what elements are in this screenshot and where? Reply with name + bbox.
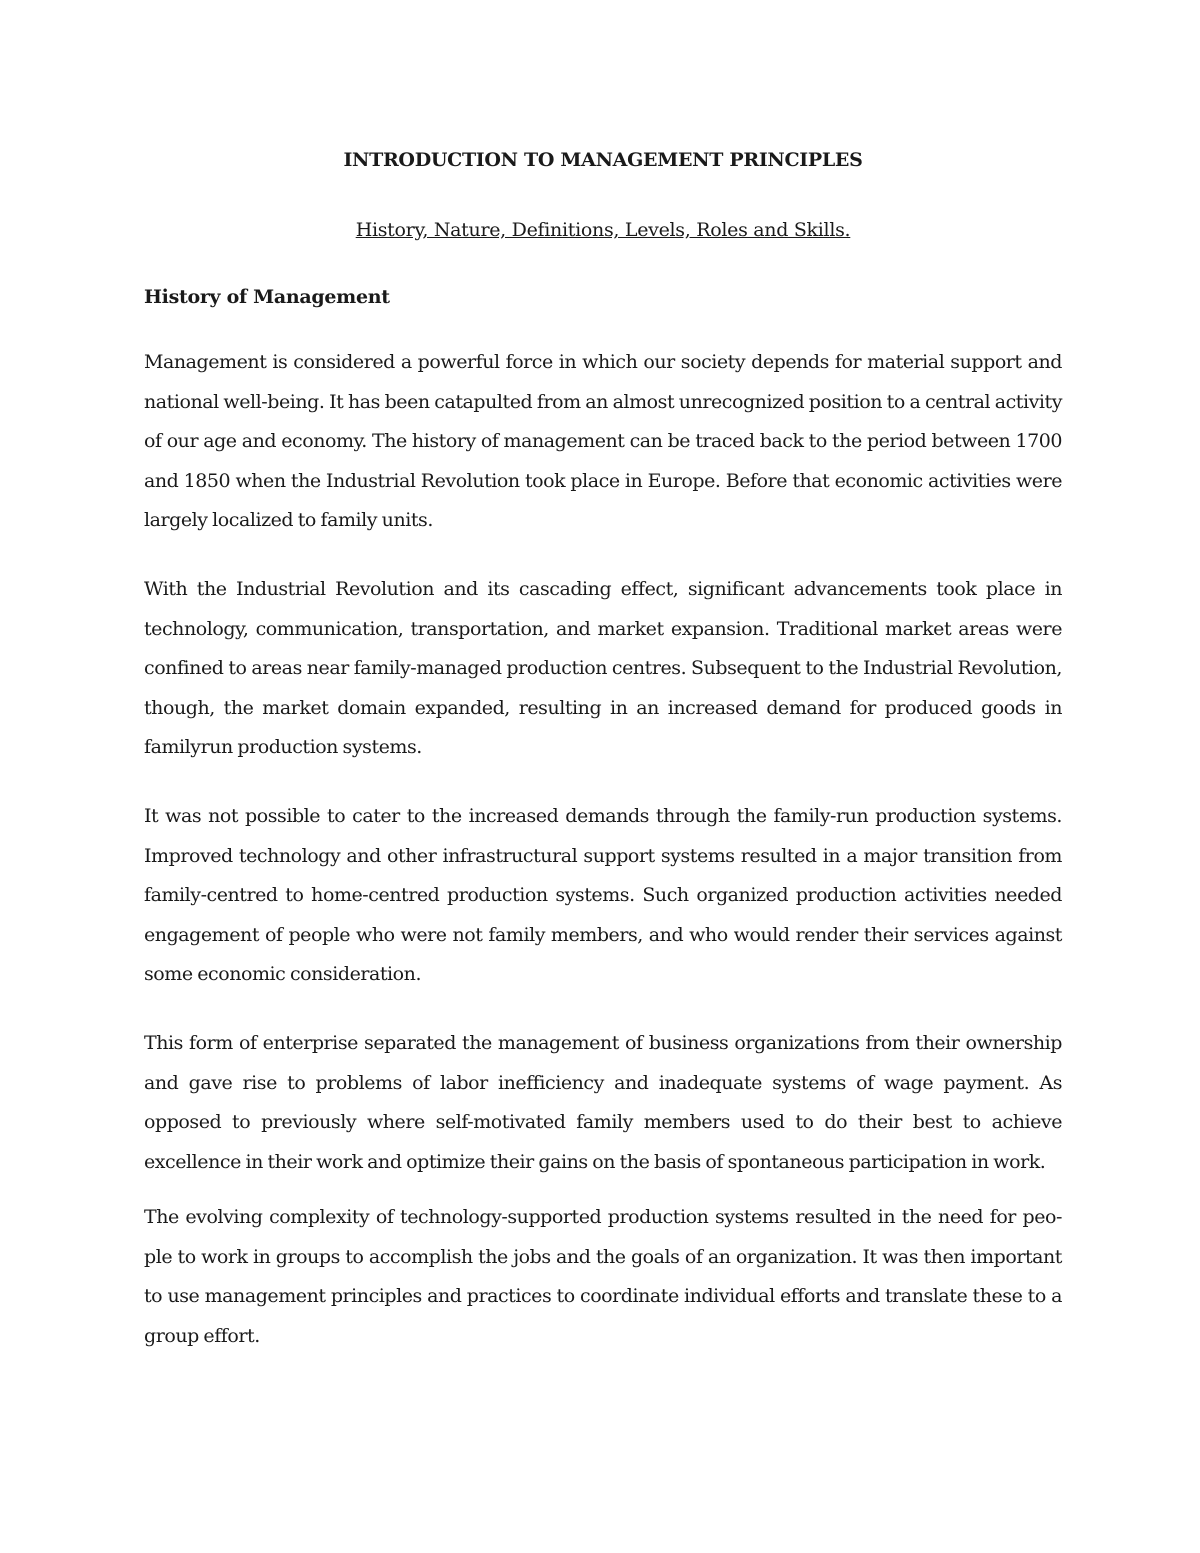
document-subtitle: History, Nature, Definitions, Levels, Roles and Skills. <box>355 219 851 241</box>
section-heading: History of Management <box>144 286 390 308</box>
paragraph-4: This form of enterprise separated the management of business organizations from their ownership and gave rise to problems of labor inefficiency and inadequate systems of wage payment. As opposed to previously where self-motivated family members used to do their best to achieve excellence in their work and optimize their gains on the basis of spontaneous participation in work. <box>144 1031 1062 1173</box>
paragraph-5: The evolving complexity of technology-supported production systems resulted in the need for peo-ple to work in groups to accomplish the jobs and the goals of an organization. It was then important to use management principles and practices to coordinate individual efforts and translate these to a group effort. <box>144 1206 1062 1348</box>
paragraph-3: It was not possible to cater to the increased demands through the family-run production systems. Improved technology and other infrastructural support systems resulted in a major transition from family-centred to home-centred production systems. Such organized production activities needed engagement of people who were not family members, and who would render their services against some economic consideration. <box>144 804 1062 986</box>
document-body <box>144 142 1062 1357</box>
paragraph-2: With the Industrial Revolution and its cascading effect, significant advancements took place in technology, communication, transportation, and market expansion. Traditional market areas were confined to areas near family-managed production centres. Subsequent to the Industrial Revolution, though, the market domain expanded, resulting in an increased demand for produced goods in familyrun production systems. <box>144 577 1062 759</box>
document-title: INTRODUCTION TO MANAGEMENT PRINCIPLES <box>343 149 863 171</box>
paragraph-1: Management is considered a powerful force in which our society depends for material support and national well-being. It has been catapulted from an almost unrecognized position to a central activity of our age and economy. The history of management can be traced back to the period between 1700 and 1850 when the Industrial Revolution took place in Europe. Before that economic activities were largely localized to family units. <box>144 351 1062 532</box>
